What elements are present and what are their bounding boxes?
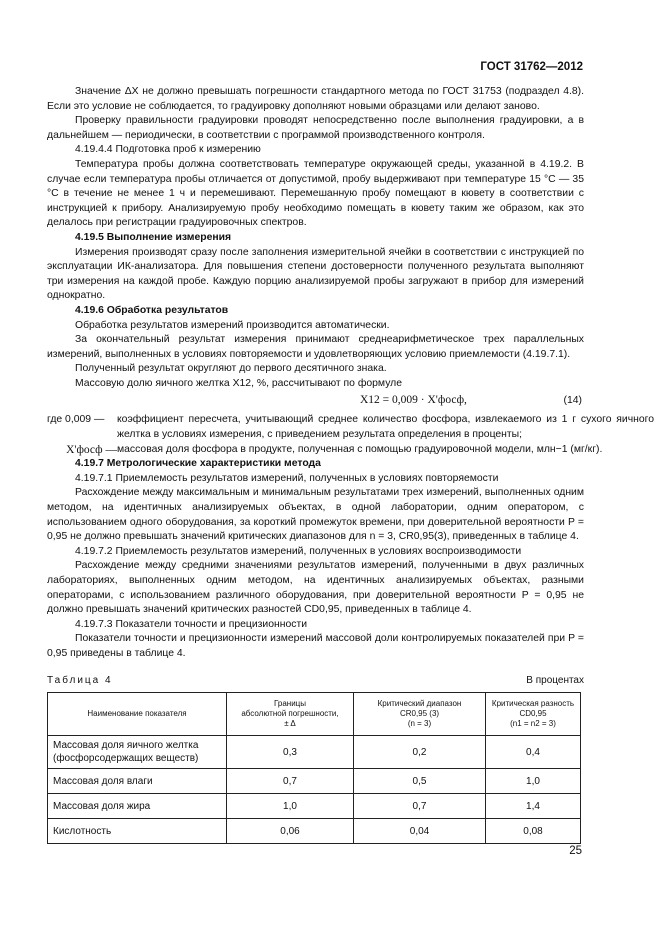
- formula-14: [47, 392, 584, 411]
- page-number: 25: [569, 845, 582, 857]
- header-text: (n = 3): [407, 719, 432, 729]
- paragraph: Измерения производят сразу после заполнения измерительной ячейки в соответствии с инструкцией по эксплуатации ИК-анализатора. Для повышения степени достоверности полученного результата выполняют три измерения на каждой пробе. Каждую порцию анализируемой пробы загружают в прибор для измерений однократно.: [47, 246, 584, 302]
- metrology-table: [47, 692, 581, 844]
- cell-name: Массовая доля яичного желтка (фосфорсодержащих веществ): [48, 736, 227, 769]
- formula-expression: X12 = 0,009 · X'фосф,: [360, 394, 467, 407]
- cell-error: 1,0: [227, 794, 354, 819]
- subsection-heading: 4.19.7.1 Приемлемость результатов измерений, полученных в условиях повторяемости: [75, 472, 499, 484]
- header-critical-difference: [486, 693, 581, 736]
- paragraph: Полученный результат округляют до первого десятичного знака.: [75, 363, 387, 375]
- cell-name: Массовая доля жира: [48, 794, 227, 819]
- header-text: CD0,95: [519, 709, 547, 719]
- cell-error: 0,7: [227, 769, 354, 794]
- legend-definition: массовая доля фосфора в продукте, полученная с помощью градуировочной модели, млн−1 (мг/кг).: [117, 443, 603, 455]
- paragraph: За окончательный результат измерения принимают среднеарифметическое трех параллельных измерений, выполненных в условиях повторяемости и удовлетворяющих условию приемлемости (4.19.7.1).: [47, 334, 584, 360]
- paragraph: Проверку правильности градуировки проводят непосредственно после выполнения градуировки, а в дальнейшем — периодически, в соответствии с программой производственного контроля.: [47, 115, 584, 141]
- cell-error: 0,06: [227, 819, 354, 844]
- header-critical-range: [354, 693, 486, 736]
- cell-error: 0,3: [227, 736, 354, 769]
- table-header-row: [48, 693, 581, 736]
- legend-definition: коэффициент пересчета, учитывающий среднее количество фосфора, извлекаемого из 1 г сухого яичного желтка в условиях измерения, с приведением результата определения в проценты;: [117, 414, 654, 441]
- section-heading: 4.19.4.4 Подготовка проб к измерению: [75, 144, 261, 156]
- formula-legend: [47, 413, 654, 457]
- paragraph: Показатели точности и прецизионности измерений массовой доли контролируемых показателей при P = 0,95 приведены в таблице 4.: [47, 633, 584, 659]
- section-heading: 4.19.5 Выполнение измерения: [75, 231, 232, 243]
- formula-number: (14): [563, 395, 582, 407]
- cell-name: Кислотность: [48, 819, 227, 844]
- table-row: [48, 769, 581, 794]
- cell-critical-range: 0,2: [354, 736, 486, 769]
- header-error: [227, 693, 354, 736]
- header-text: Критическая разность: [491, 699, 575, 709]
- header-name: [48, 693, 227, 736]
- header-text: ± Δ: [284, 719, 296, 729]
- paragraph: Температура пробы должна соответствовать температуре окружающей среды, указанной в 4.19.2. В случае если температура пробы отличается от допустимой, пробу выдерживают при температуре 15 °С — 35 °С в течение не менее 1 ч и перемешивают. Перемешанную пробу помещают в кювету в соответствии с инструкцией к прибору. Анализируемую пробу необходимо помещать в кювету таким же образом, как это делалось при регистрации градуировочных спектров.: [47, 158, 584, 229]
- paragraph: Значение ΔX не должно превышать погрешности стандартного метода по ГОСТ 31753 (подраздел 4.8). Если это условие не соблюдается, то градуировку дополняют новыми образцами или делают заново.: [47, 86, 584, 112]
- section-heading: 4.19.7 Метрологические характеристики метода: [75, 458, 321, 470]
- cell-critical-difference: 0,08: [486, 819, 581, 844]
- legend-term: X'фосф —: [66, 443, 117, 456]
- legend-term: где 0,009 —: [47, 414, 105, 426]
- header-text: Критический диапазон: [377, 699, 462, 709]
- paragraph: Обработка результатов измерений производится автоматически.: [75, 319, 390, 331]
- paragraph: Массовую долю яичного желтка X12, %, рассчитывают по формуле: [75, 377, 403, 389]
- cell-critical-range: 0,7: [354, 794, 486, 819]
- table-title: Таблица 4: [47, 674, 113, 686]
- header-text: абсолютной погрешности,: [241, 709, 339, 719]
- table-row: [48, 794, 581, 819]
- cell-critical-range: 0,04: [354, 819, 486, 844]
- table-row: [48, 736, 581, 769]
- table-caption-row: [47, 674, 584, 689]
- header-text: CR0,95 (3): [399, 709, 440, 719]
- table-row: [48, 819, 581, 844]
- paragraph: Расхождение между максимальным и минимальным результатами трех измерений, выполненных одним методом, на идентичных анализируемых объектах, в одной лаборатории, одним оператором, с использованием одного оборудования, за короткий промежуток времени, при доверительной вероятности P = 0,95 не должно превышать значений критических диапазонов для n = 3, CR0,95(3), приведенных в таблице 4.: [47, 487, 584, 543]
- cell-critical-range: 0,5: [354, 769, 486, 794]
- subsection-heading: 4.19.7.2 Приемлемость результатов измерений, полученных в условиях воспроизводимости: [75, 545, 522, 557]
- document-header: ГОСТ 31762—2012: [480, 61, 583, 73]
- table-units: В процентах: [526, 674, 584, 686]
- paragraph: Расхождение между средними значениями результатов измерений, полученными в двух различных лабораториях, выполненных одним методом, на идентичных анализируемых объектах, разными операторами, с использованием различного оборудования, при доверительной вероятности P = 0,95 не должно превышать значений критических разностей CD0,95, приведенных в таблице 4.: [47, 560, 584, 616]
- cell-name: Массовая доля влаги: [48, 769, 227, 794]
- header-text: Границы: [274, 699, 306, 709]
- header-text: Наименование показателя: [87, 709, 187, 719]
- header-text: (n1 = n2 = 3): [510, 719, 556, 729]
- subsection-heading: 4.19.7.3 Показатели точности и прецизионности: [75, 618, 308, 630]
- cell-critical-difference: 1,0: [486, 769, 581, 794]
- cell-critical-difference: 1,4: [486, 794, 581, 819]
- cell-critical-difference: 0,4: [486, 736, 581, 769]
- document-body: [47, 85, 654, 844]
- section-heading: 4.19.6 Обработка результатов: [75, 304, 229, 316]
